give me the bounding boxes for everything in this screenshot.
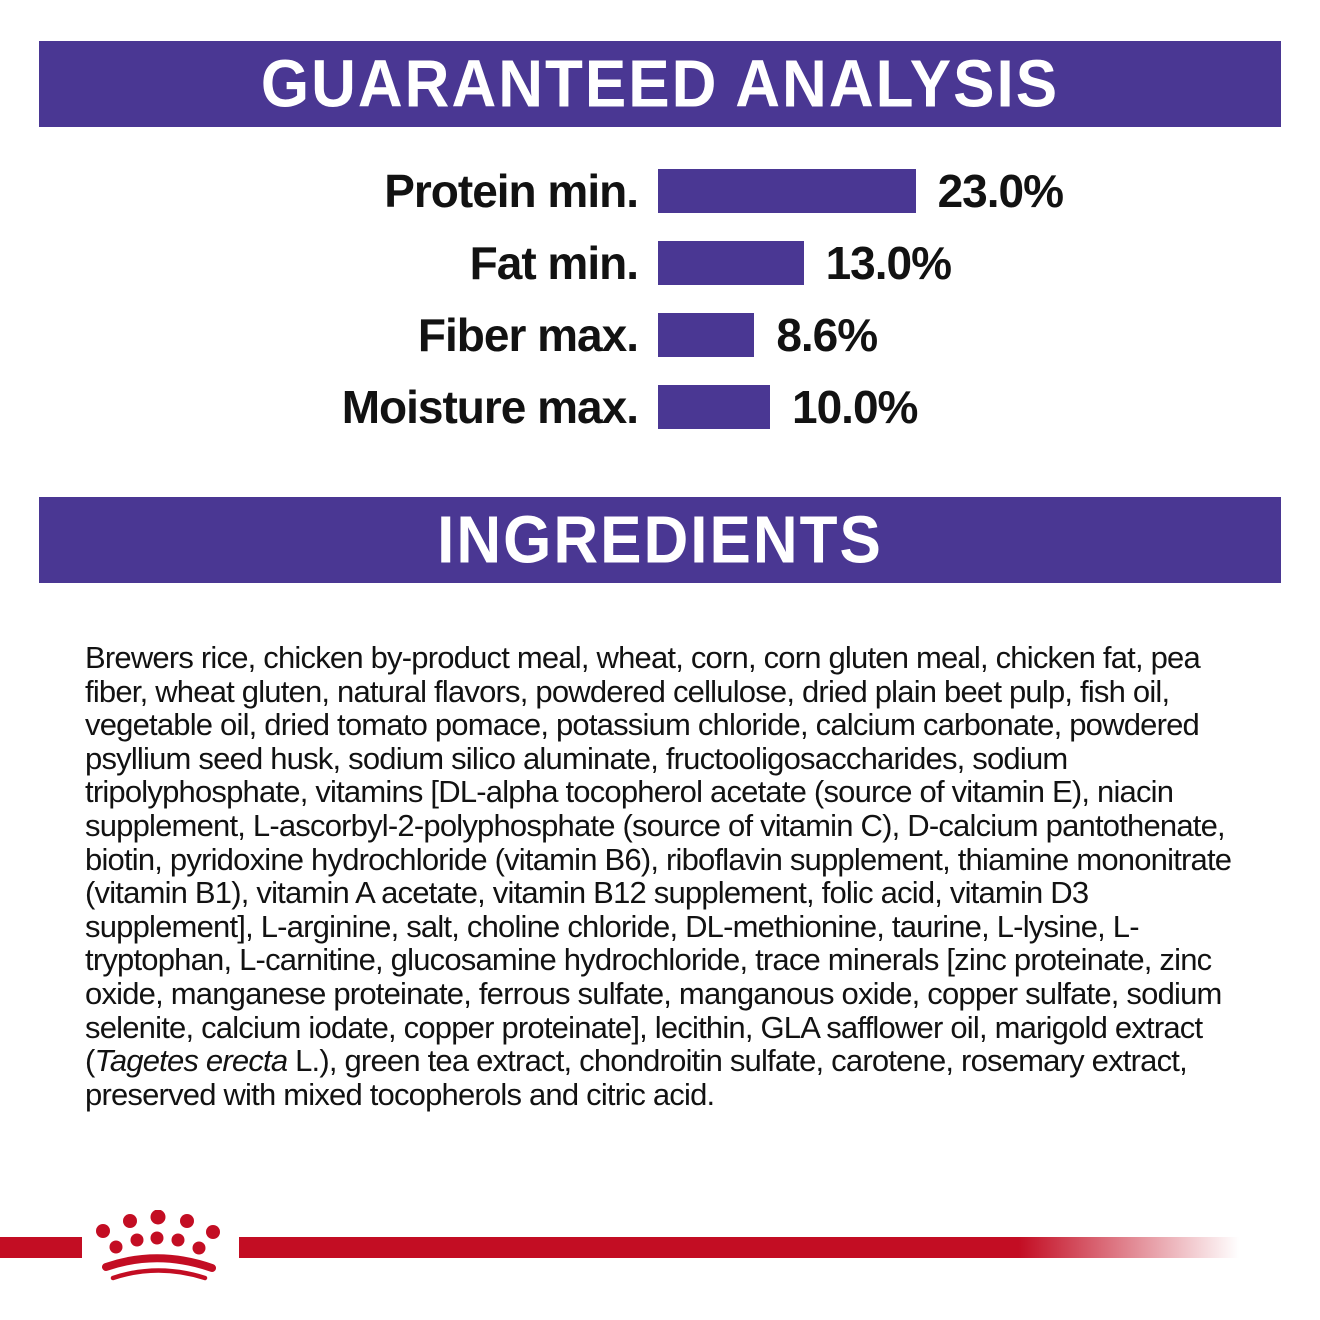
ingredients-text-1: Brewers rice, chicken by-product meal, wheat, corn, corn gluten meal, chicken fat, pea fiber, wheat gluten, natural flavors, powdered cellulose, dried plain beet pulp, fish oil, vegetable oil, dried tomato pomace, potassium chloride, calcium carbonate, powdered psyllium seed husk, sodium silico aluminate, fructooligosaccharides, sodium tripolyphosphate, vitamins [DL-alpha tocopherol acetate (source of vitamin E), niacin supplement, L-ascorbyl-2-polyphosphate (source of vitamin C), D-calcium pantothenate, biotin, pyridoxine hydrochloride (vitamin B6), riboflavin supplement, thiamine mononitrate (vitamin B1), vitamin A acetate, vitamin B12 supplement, folic acid, vitamin D3 supplement], L-arginine, salt, choline chloride, DL-methionine, taurine, L-lysine, L-tryptophan, L-carnitine, glucosamine hydrochloride, trace minerals [zinc proteinate, zinc oxide, manganese proteinate, ferrous sulfate, manganous oxide, copper sulfate, sodium selenite, calcium iodate, copper proteinate], lecithin, GLA safflower oil, marigold extract ( [85,640,1232,1079]
brand-stripe-left [0,1237,82,1258]
analysis-bar-moisture [658,385,770,429]
analysis-bar-fiber [658,313,754,357]
analysis-bar-fat [658,241,804,285]
analysis-value-fiber: 8.6% [776,309,878,361]
analysis-label-fat: Fat min. [469,237,638,289]
analysis-bar-protein [658,169,916,213]
analysis-row-fat [39,237,1281,289]
ingredients-banner [39,497,1281,583]
analysis-row-moisture [39,381,1281,433]
analysis-row-protein [39,165,1281,217]
brand-stripe-right [239,1237,1239,1258]
analysis-row-fiber [39,309,1281,361]
ingredients-title: INGREDIENTS [437,502,883,578]
analysis-label-fiber: Fiber max. [417,309,638,361]
analysis-value-protein: 23.0% [937,165,1064,217]
analysis-value-fat: 13.0% [825,237,952,289]
ingredients-species-italic: Tagetes erecta [94,1043,288,1079]
analysis-label-moisture: Moisture max. [341,381,638,433]
guaranteed-analysis-chart [39,165,1281,457]
ingredients-text-2: L.), green tea extract, chondroitin sulfate, carotene, rosemary extract, preserved with mixed tocopherols and citric acid. [85,1043,1187,1112]
analysis-value-moisture: 10.0% [792,381,918,433]
guaranteed-analysis-banner [39,41,1281,127]
analysis-label-protein: Protein min. [384,165,638,217]
royal-canin-crown-icon [95,1210,223,1284]
guaranteed-analysis-title: GUARANTEED ANALYSIS [260,46,1060,122]
ingredients-paragraph [85,641,1240,1111]
